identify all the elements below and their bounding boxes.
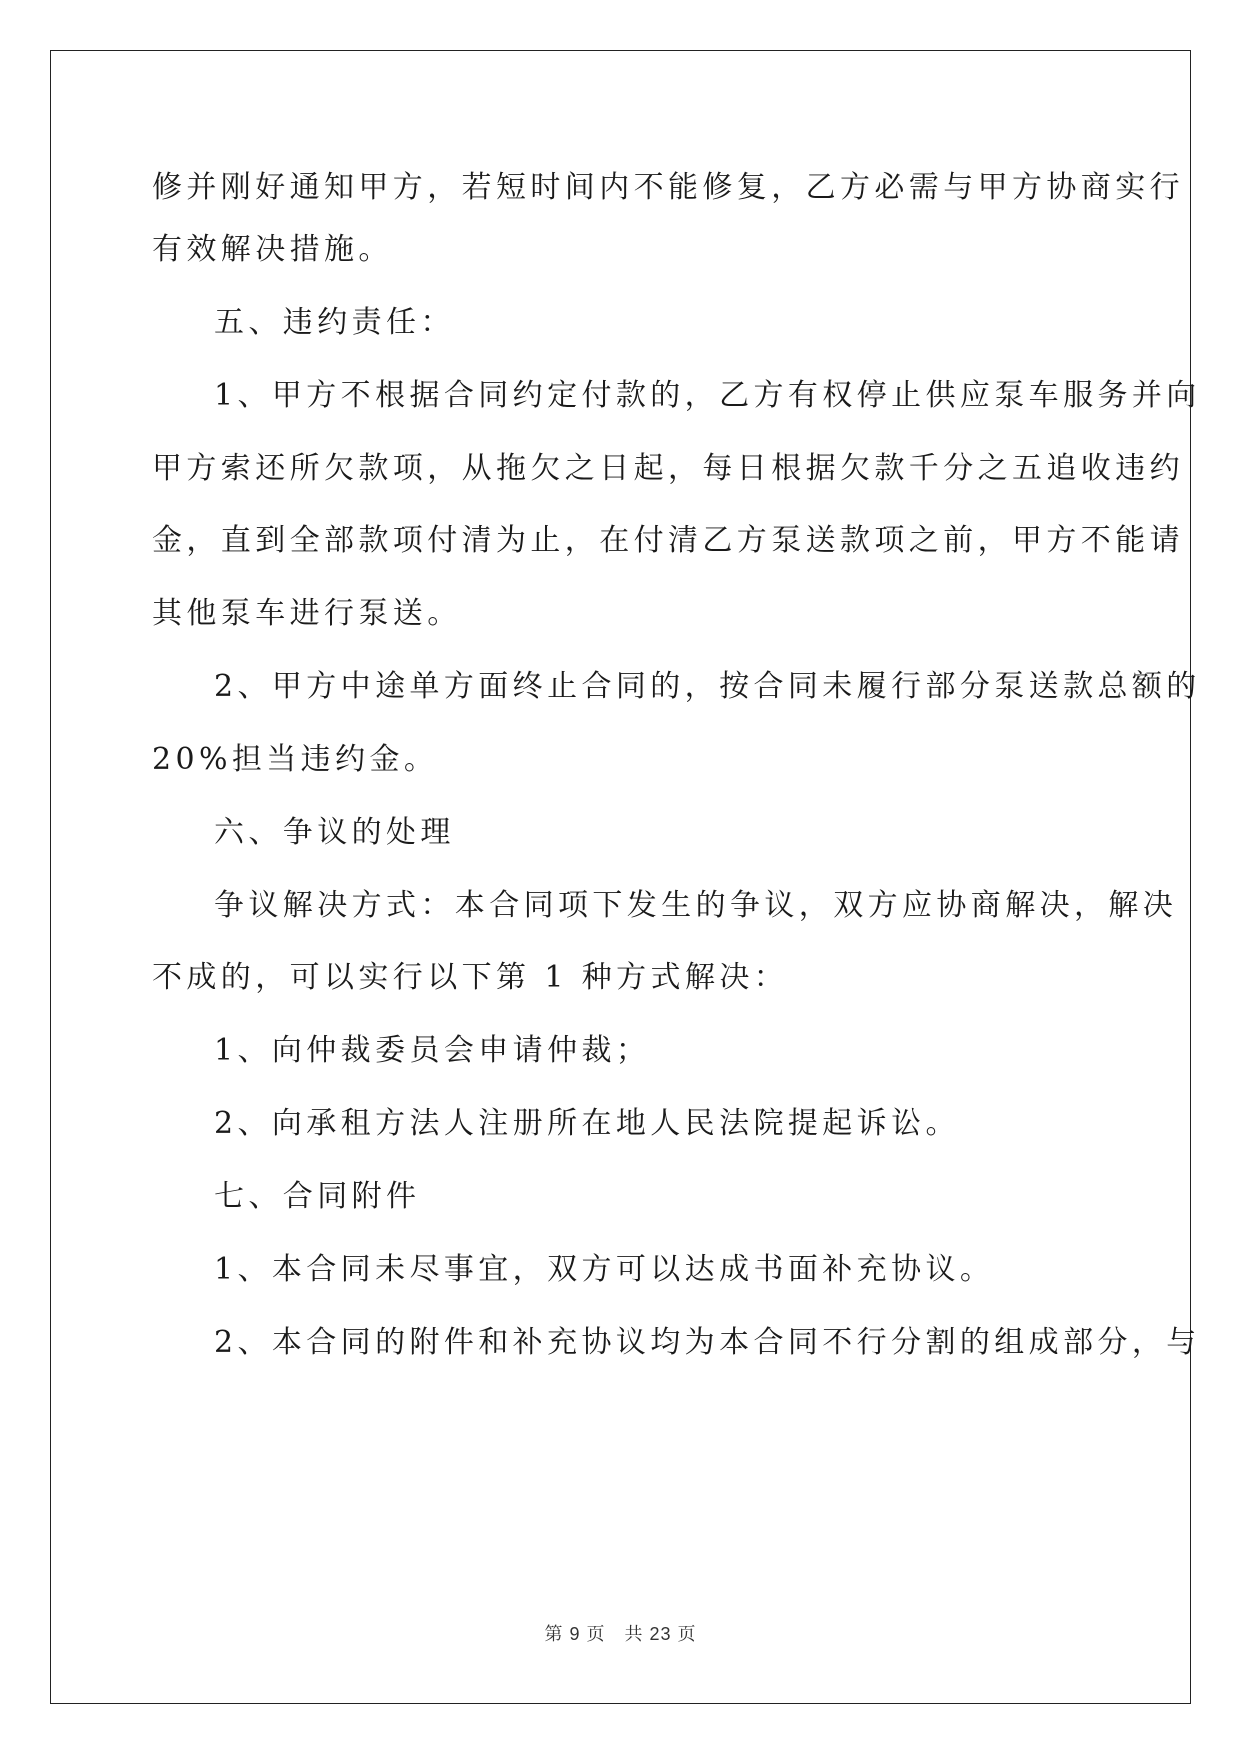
- body-line: 20%担当违约金。: [152, 742, 439, 777]
- body-line: 有效解决措施。: [152, 232, 393, 267]
- body-line: 1、甲方不根据合同约定付款的，乙方有权停止供应泵车服务并向: [214, 378, 1201, 413]
- section-heading: 五、违约责任：: [214, 305, 455, 340]
- body-line: 1、向仲裁委员会申请仲裁；: [214, 1033, 651, 1068]
- body-line: 修并刚好通知甲方，若短时间内不能修复，乙方必需与甲方协商实行: [152, 170, 1184, 205]
- body-line: 其他泵车进行泵送。: [152, 596, 462, 631]
- body-line: 2、本合同的附件和补充协议均为本合同不行分割的组成部分，与: [214, 1325, 1201, 1360]
- section-heading: 七、合同附件: [214, 1179, 421, 1214]
- body-line: 2、甲方中途单方面终止合同的，按合同未履行部分泵送款总额的: [214, 669, 1201, 704]
- body-line: 1、本合同未尽事宜，双方可以达成书面补充协议。: [214, 1252, 995, 1287]
- section-heading: 六、争议的处理: [214, 815, 455, 850]
- body-line: 甲方索还所欠款项，从拖欠之日起，每日根据欠款千分之五追收违约: [152, 451, 1184, 486]
- body-line: 2、向承租方法人注册所在地人民法院提起诉讼。: [214, 1106, 960, 1141]
- body-line: 争议解决方式：本合同项下发生的争议，双方应协商解决，解决: [214, 888, 1178, 923]
- body-line: 金，直到全部款项付清为止，在付清乙方泵送款项之前，甲方不能请: [152, 523, 1184, 558]
- body-line: 不成的，可以实行以下第 1 种方式解决：: [152, 960, 789, 995]
- page-number: 第 9 页 共 23 页: [544, 1624, 697, 1644]
- page-border: [50, 50, 1191, 1704]
